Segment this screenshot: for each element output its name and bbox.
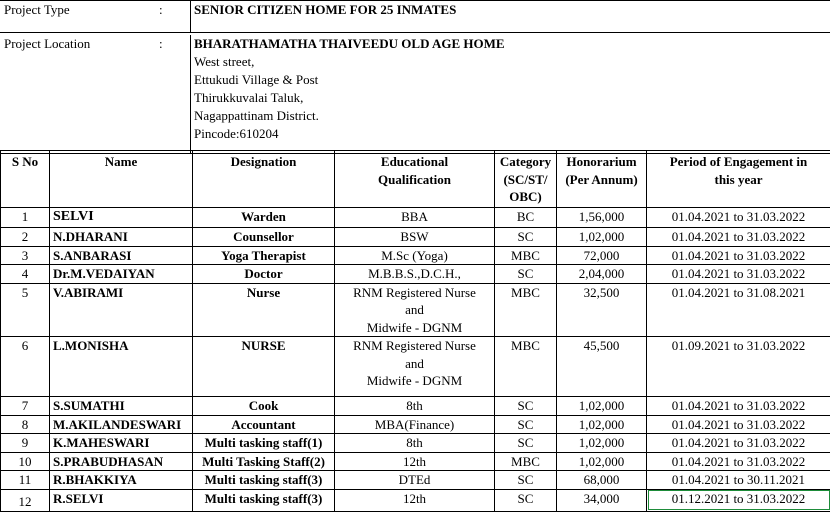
project-type-row [0,0,830,33]
project-type-colon: : [159,2,163,17]
cell-honorarium: 32,500 [557,283,647,337]
table-header-row [1,151,830,208]
cell-honorarium: 1,56,000 [557,208,647,228]
education-line: M.B.B.S.,D.C.H., [368,266,461,281]
cell-education [335,397,495,416]
cell-name: S.ANBARASI [50,246,193,265]
education-line: and [405,302,424,317]
table-row [1,415,830,434]
cell-designation: Warden [193,208,335,228]
cell-education [335,415,495,434]
cell-name: S.SUMATHI [50,397,193,416]
cell-honorarium: 1,02,000 [557,397,647,416]
education-line: RNM Registered Nurse [353,284,476,300]
staff-table [0,150,830,512]
cell-sno: 9 [1,434,50,453]
cell-period: 01.04.2021 to 31.03.2022 [647,452,830,471]
cell-education [335,489,495,511]
header-education [335,151,495,208]
cell-education [335,452,495,471]
cell-category: BC [495,208,557,228]
project-location-label: Project Location [4,36,91,51]
table-row [1,471,830,490]
cell-honorarium: 34,000 [557,489,647,511]
cell-education [335,265,495,284]
header-honorarium-line: (Per Annum) [565,171,638,187]
location-name: BHARATHAMATHA THAIVEEDU OLD AGE HOME [194,36,505,51]
education-line: 12th [402,453,427,469]
cell-name: SELVI [50,208,193,228]
cell-honorarium: 1,02,000 [557,415,647,434]
project-info-block [0,0,830,154]
cell-honorarium: 1,02,000 [557,452,647,471]
table-row [1,452,830,471]
cell-designation: Nurse [193,283,335,337]
cell-sno: 12 [1,489,50,511]
header-honorarium [557,151,647,208]
location-line: Nagappattinam District. [194,108,319,123]
cell-period: 01.04.2021 to 31.03.2022 [647,208,830,228]
cell-period: 01.09.2021 to 31.03.2022 [647,337,830,397]
cell-name: R.SELVI [50,489,193,511]
project-location-value [190,35,830,153]
table-row [1,489,830,511]
cell-period: 01.04.2021 to 31.03.2022 [647,434,830,453]
cell-honorarium: 1,02,000 [557,434,647,453]
header-category-line: Category [499,154,552,169]
cell-education [335,228,495,247]
cell-education [335,434,495,453]
cell-period: 01.04.2021 to 31.03.2022 [647,228,830,247]
cell-sno: 8 [1,415,50,434]
cell-category: SC [495,434,557,453]
cell-period: 01.04.2021 to 31.03.2022 [647,397,830,416]
header-sno: S No [1,151,50,208]
education-line: 8th [406,435,423,450]
cell-designation: Counsellor [193,228,335,247]
cell-designation: Multi Tasking Staff(2) [193,452,335,471]
cell-category: MBC [495,246,557,265]
education-line: DTEd [398,472,431,487]
table-row [1,228,830,247]
cell-period: 01.04.2021 to 31.03.2022 [647,265,830,284]
header-honorarium-line: Honorarium [566,154,637,169]
table-row [1,337,830,397]
education-line: MBA(Finance) [374,416,455,432]
cell-period: 01.12.2021 to 31.03.2022 [647,489,830,511]
education-line: 8th [406,398,423,413]
header-designation: Designation [193,151,335,208]
cell-name: M.AKILANDESWARI [50,415,193,434]
cell-name: L.MONISHA [50,337,193,397]
education-line: Midwife - DGNM [366,319,463,335]
header-category-line: (SC/ST/ [503,171,548,187]
cell-category: MBC [495,283,557,337]
cell-name: R.BHAKKIYA [50,471,193,490]
cell-category: MBC [495,452,557,471]
header-education-line: Educational [380,154,449,169]
cell-period: 01.04.2021 to 31.03.2022 [647,246,830,265]
cell-sno: 3 [1,246,50,265]
cell-education [335,208,495,228]
header-period-line: this year [714,171,763,187]
cell-education [335,283,495,337]
project-type-label: Project Type [4,2,70,17]
cell-name: K.MAHESWARI [50,434,193,453]
cell-designation: Cook [193,397,335,416]
staff-table-body [1,208,830,512]
education-line: M.Sc (Yoga) [381,247,448,263]
cell-category: SC [495,228,557,247]
location-line: Ettukudi Village & Post [194,72,319,87]
header-category [495,151,557,208]
location-line: Thirukkuvalai Taluk, [194,90,304,105]
header-period [647,151,830,208]
cell-period: 01.04.2021 to 31.08.2021 [647,283,830,337]
cell-category: MBC [495,337,557,397]
location-line: West street, [194,54,255,69]
cell-honorarium: 72,000 [557,246,647,265]
cell-honorarium: 45,500 [557,337,647,397]
cell-sno: 6 [1,337,50,397]
education-line: BBA [401,209,428,224]
cell-name: N.DHARANI [50,228,193,247]
cell-honorarium: 2,04,000 [557,265,647,284]
cell-name: Dr.M.VEDAIYAN [50,265,193,284]
cell-name: S.PRABUDHASAN [50,452,193,471]
cell-sno: 2 [1,228,50,247]
cell-category: SC [495,489,557,511]
cell-sno: 1 [1,208,50,228]
cell-designation: Yoga Therapist [193,246,335,265]
cell-designation: Multi tasking staff(3) [193,489,335,511]
cell-designation: Multi tasking staff(1) [193,434,335,453]
project-type-text: SENIOR CITIZEN HOME FOR 25 INMATES [194,2,457,17]
project-location-colon: : [159,36,163,51]
education-line: and [405,355,424,371]
cell-sno: 5 [1,283,50,337]
cell-period: 01.04.2021 to 31.03.2022 [647,415,830,434]
header-education-line: Qualification [378,171,451,187]
project-type-value [190,1,830,32]
table-row [1,208,830,228]
table-row [1,434,830,453]
location-line: Pincode:610204 [194,126,279,141]
table-row [1,397,830,416]
cell-sno: 11 [1,471,50,490]
table-row [1,283,830,337]
header-period-line: Period of Engagement in [669,154,808,169]
cell-name: V.ABIRAMI [50,283,193,337]
education-line: Midwife - DGNM [366,373,463,388]
cell-category: SC [495,397,557,416]
cell-designation: Accountant [193,415,335,434]
cell-category: SC [495,415,557,434]
cell-sno: 4 [1,265,50,284]
cell-education [335,471,495,490]
cell-education [335,246,495,265]
cell-designation: NURSE [193,337,335,397]
cell-education [335,337,495,397]
table-row [1,265,830,284]
table-row [1,246,830,265]
cell-honorarium: 68,000 [557,471,647,490]
education-line: BSW [400,229,429,244]
header-category-line: OBC) [509,189,542,204]
cell-category: SC [495,471,557,490]
cell-category: SC [495,265,557,284]
cell-period: 01.04.2021 to 30.11.2021 [647,471,830,490]
cell-designation: Doctor [193,265,335,284]
cell-honorarium: 1,02,000 [557,228,647,247]
project-location-row [0,33,830,154]
education-line: 12th [402,490,427,506]
header-name: Name [50,151,193,208]
education-line: RNM Registered Nurse [353,338,476,353]
cell-designation: Multi tasking staff(3) [193,471,335,490]
cell-sno: 7 [1,397,50,416]
cell-sno: 10 [1,452,50,471]
